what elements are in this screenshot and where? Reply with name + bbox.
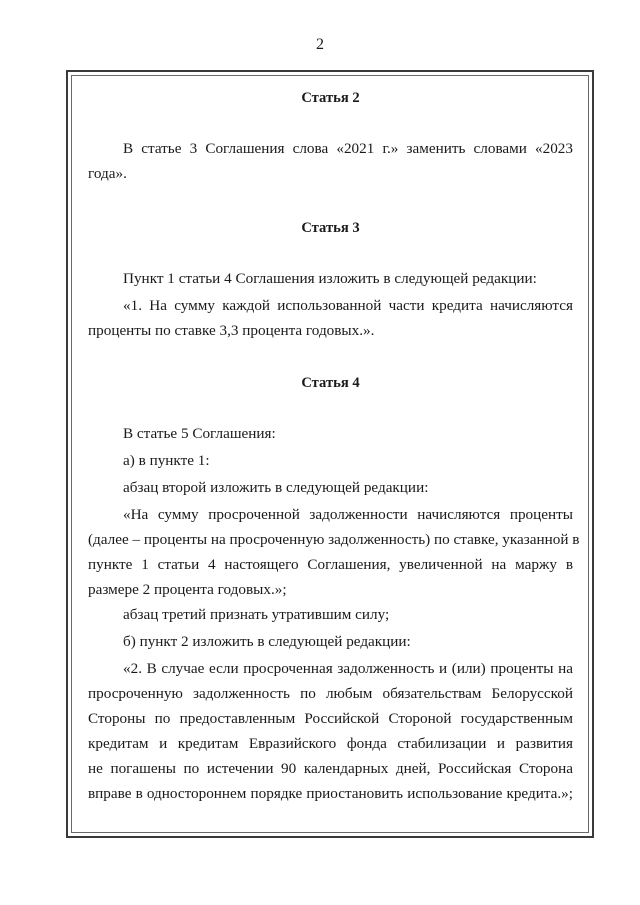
article-4-quote-line: просроченную задолженность по любым обязательствам Белорусской [88,685,573,702]
article-3-heading: Статья 3 [301,220,360,236]
article-2-paragraph-line: года». [88,165,127,182]
article-4-quote-line: «На сумму просроченной задолженности начисляются проценты [123,506,573,523]
article-4-heading: Статья 4 [301,375,360,391]
article-3-quote-line: «1. На сумму каждой использованной части кредита начисляются [123,297,573,314]
article-4-quote-line: Стороны по предоставленным Российской Стороной государственным [88,710,573,727]
article-2-paragraph-line: В статье 3 Соглашения слова «2021 г.» заменить словами «2023 [123,140,573,157]
article-4-paragraph: абзац третий признать утратившим силу; [123,606,390,623]
article-4-paragraph: абзац второй изложить в следующей редакции: [123,479,429,496]
article-4-paragraph: б) пункт 2 изложить в следующей редакции: [123,633,411,650]
article-4-quote-line: вправе в одностороннем порядке приостановить использование кредита.»; [88,785,573,802]
article-4-quote-line: (далее – проценты на просроченную задолженность) по ставке, указанной в [88,531,580,548]
article-4-quote-line: не погашены по истечении 90 календарных дней, Российская Сторона [88,760,573,777]
article-3-paragraph: Пункт 1 статьи 4 Соглашения изложить в следующей редакции: [123,270,537,287]
article-3-quote-line: проценты по ставке 3,3 процента годовых.». [88,322,375,339]
article-4-quote-line: «2. В случае если просроченная задолженность и (или) проценты на [123,660,573,677]
article-4-quote-line: пункте 1 статьи 4 настоящего Соглашения, увеличенной на маржу в [88,556,573,573]
article-2-heading: Статья 2 [301,90,360,106]
article-4-quote-line: кредитам и кредитам Евразийского фонда стабилизации и развития [88,735,573,752]
article-4-paragraph: В статье 5 Соглашения: [123,425,276,442]
article-4-quote-line: размере 2 процента годовых.»; [88,581,287,598]
article-4-paragraph: а) в пункте 1: [123,452,210,469]
page-number: 2 [316,36,324,53]
